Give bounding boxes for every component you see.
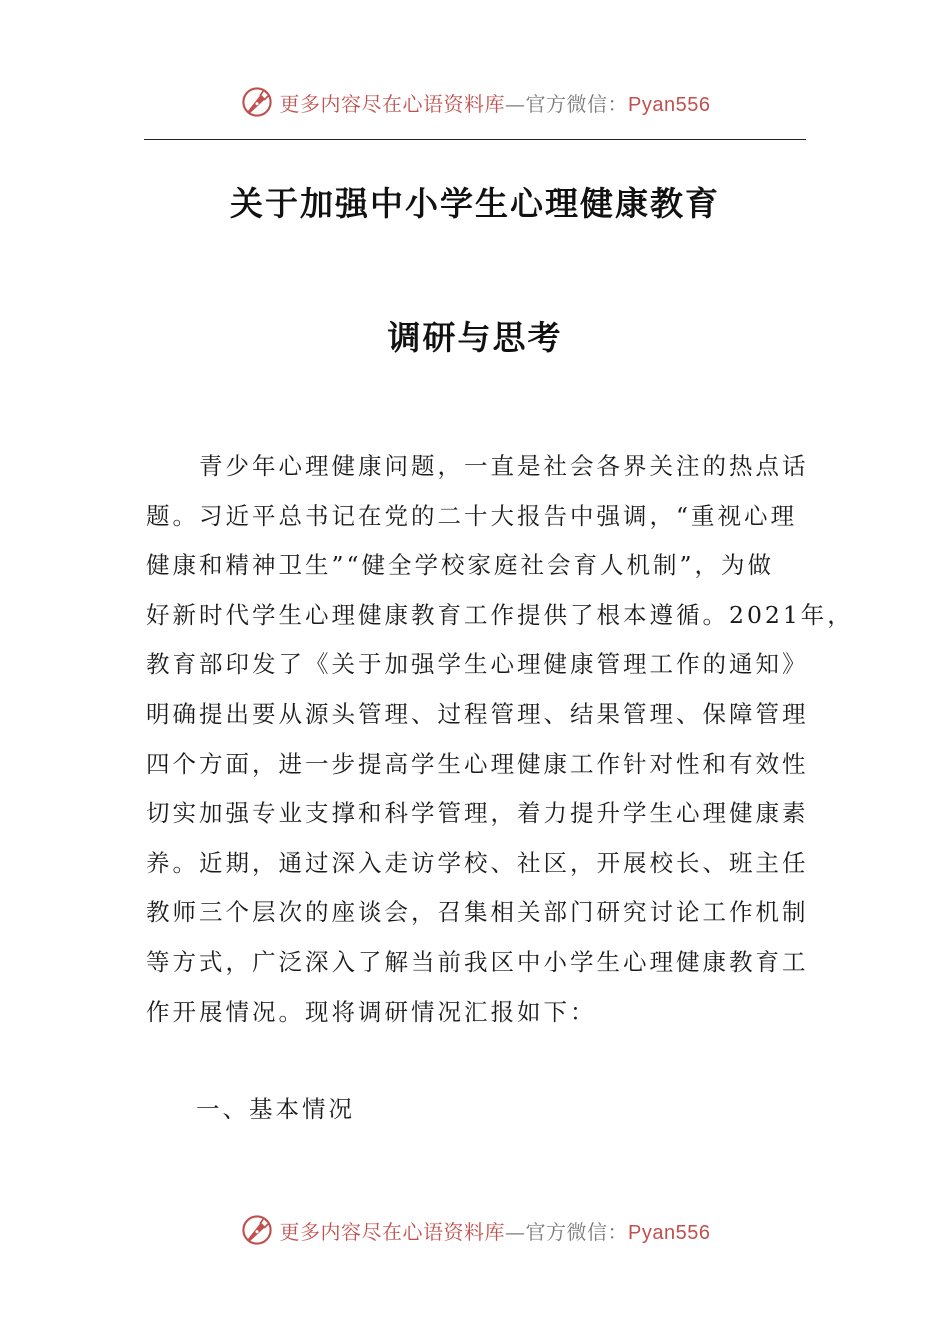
paragraph-line: 青少年心理健康问题，一直是社会各界关注的热点话 [146,452,809,480]
paragraph-line: 健康和精神卫生”“健全学校家庭社会育人机制”，为做 [146,551,775,580]
banner-official-text: 官方微信： [525,91,629,116]
paragraph-line: 作开展情况。现将调研情况汇报如下： [146,997,597,1026]
paragraph-line: 题。习近平总书记在党的二十大报告中强调，“重视心理 [146,501,798,530]
pen-nib-logo-icon [240,1213,274,1247]
document-title-line1: 关于加强中小学生心理健康教育 [230,184,720,223]
banner-separator: — [505,1219,526,1244]
paragraph-line: 四个方面，进一步提高学生心理健康工作针对性和有效性 [146,749,809,778]
pen-nib-logo-icon [240,85,274,119]
intro-paragraph [146,442,854,1037]
section-heading: 一、基本情况 [196,1095,355,1123]
banner-main-text: 更多内容尽在心语资料库 [279,1219,506,1244]
paragraph-line: 养。近期，通过深入走访学校、社区，开展校长、班主任 [146,848,809,877]
banner-contact: Pyan556 [628,93,711,116]
banner-main-text: 更多内容尽在心语资料库 [279,91,506,116]
paragraph-line: 明确提出要从源头管理、过程管理、结果管理、保障管理 [146,699,809,728]
banner-contact: Pyan556 [628,1221,711,1244]
paragraph-line: 教育部印发了《关于加强学生心理健康管理工作的通知》 [146,650,809,679]
header-divider [144,139,806,140]
paragraph-line: 好新时代学生心理健康教育工作提供了根本遵循。2021年， [146,600,854,629]
paragraph-line: 等方式，广泛深入了解当前我区中小学生心理健康教育工 [146,947,809,976]
banner-official-text: 官方微信： [525,1219,629,1244]
paragraph-line: 切实加强专业支撑和科学管理，着力提升学生心理健康素 [146,799,809,828]
document-title-line2: 调研与思考 [387,318,563,357]
header-banner [0,82,950,122]
banner-separator: — [505,91,526,116]
footer-banner [0,1210,950,1250]
paragraph-line: 教师三个层次的座谈会，召集相关部门研究讨论工作机制 [146,898,809,927]
